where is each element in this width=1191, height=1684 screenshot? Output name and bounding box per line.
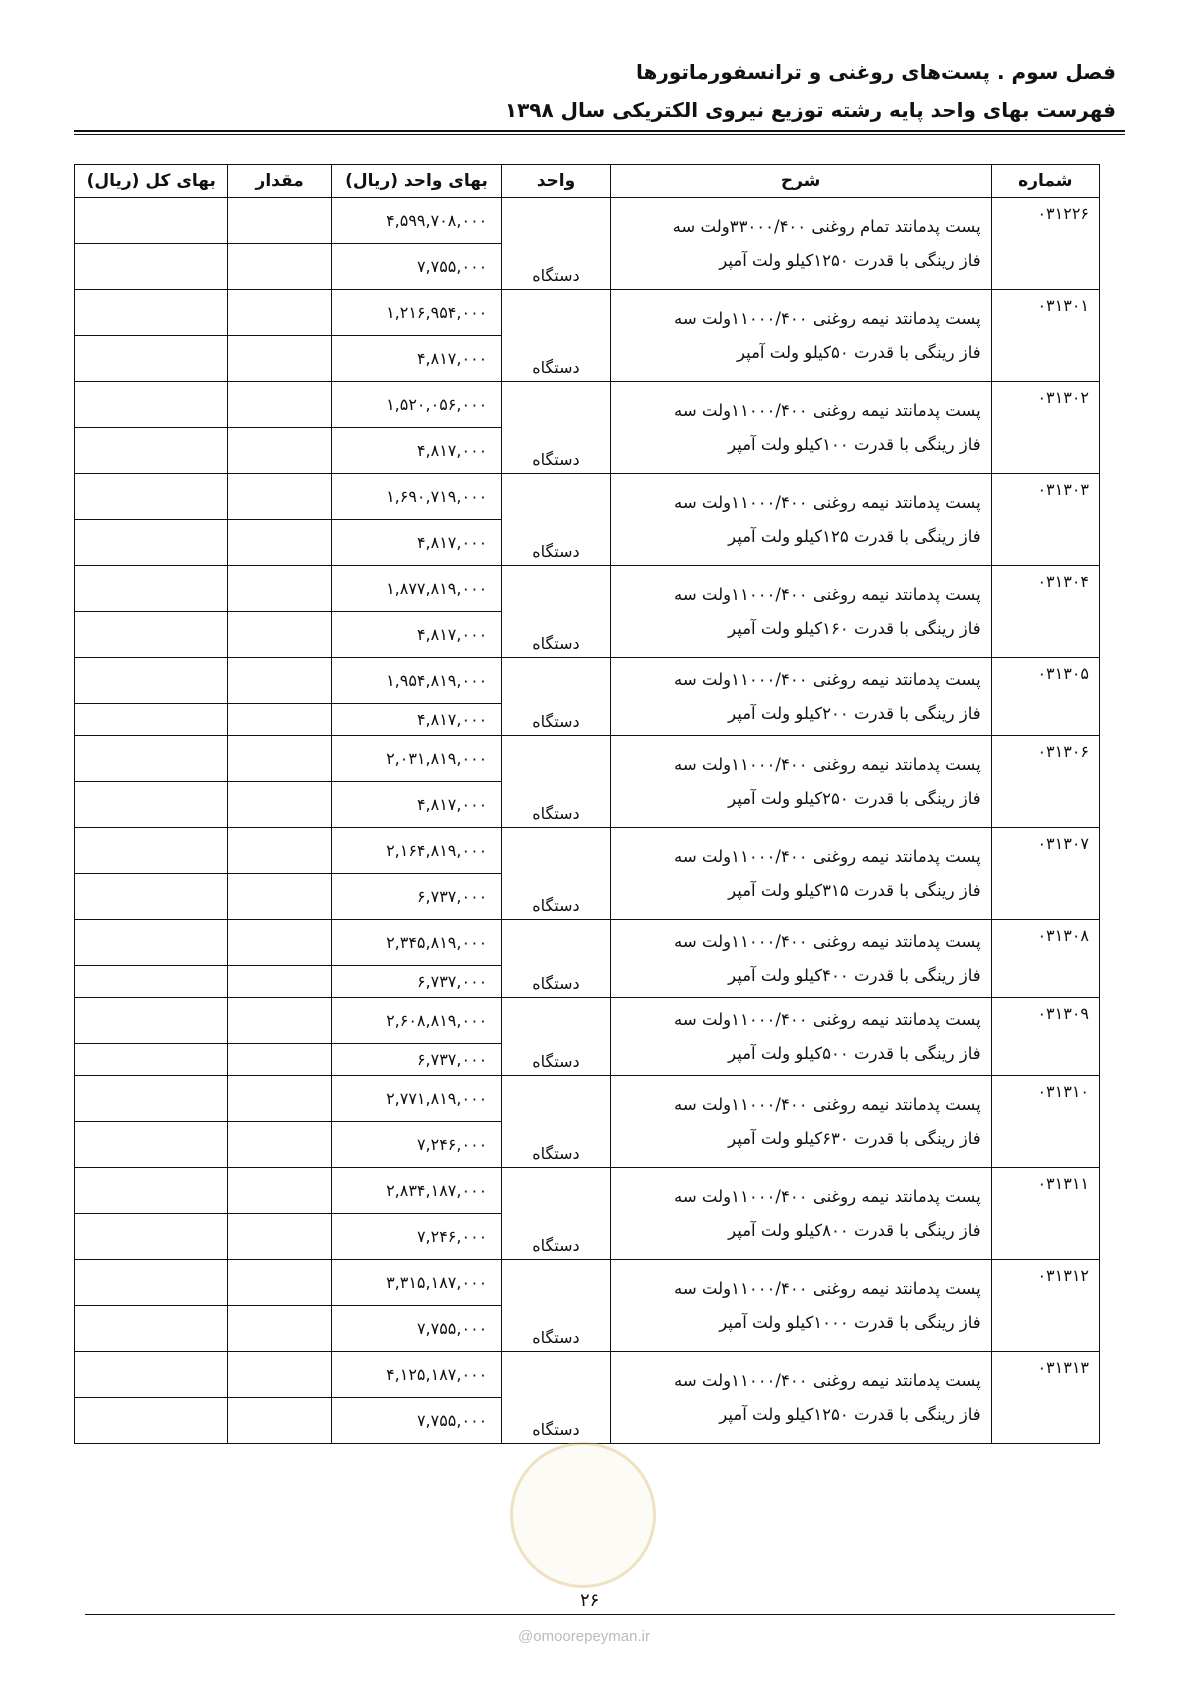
unit-price-installation: ۷,۷۵۵,۰۰۰ [331,1306,501,1352]
unit-price-installation: ۷,۷۵۵,۰۰۰ [331,244,501,290]
item-unit: دستگاه [502,1168,610,1260]
quantity-cell [228,782,331,828]
item-description-line-2: فاز رینگی با قدرت ۵۰کیلو ولت آمپر [737,342,981,362]
table-row [75,1352,1100,1398]
item-unit: دستگاه [502,566,610,658]
total-price-cell [75,1398,228,1444]
unit-price-installation: ۴,۸۱۷,۰۰۰ [331,520,501,566]
unit-price-equipment: ۲,۱۶۴,۸۱۹,۰۰۰ [331,828,501,874]
item-description-line-2: فاز رینگی با قدرت ۸۰۰کیلو ولت آمپر [728,1220,981,1240]
item-unit: دستگاه [502,382,610,474]
item-description [610,382,991,474]
item-code: ۰۳۱۲۲۶ [991,198,1099,290]
item-description [610,1076,991,1168]
quantity-cell [228,1306,331,1352]
total-price-cell [75,612,228,658]
item-description-line-1: پست پدمانتد نیمه روغنی ۱۱۰۰۰/۴۰۰ولت سه [673,1278,981,1298]
quantity-cell [228,998,331,1044]
quantity-cell [228,1122,331,1168]
unit-price-installation: ۴,۸۱۷,۰۰۰ [331,428,501,474]
item-code: ۰۳۱۳۰۴ [991,566,1099,658]
unit-price-installation: ۶,۷۳۷,۰۰۰ [331,1044,501,1076]
item-description [610,1168,991,1260]
quantity-cell [228,566,331,612]
table-body [75,198,1100,1444]
item-description [610,920,991,998]
item-description-line-2: فاز رینگی با قدرت ۲۵۰کیلو ولت آمپر [728,788,981,808]
total-price-cell [75,1044,228,1076]
item-code: ۰۳۱۳۰۷ [991,828,1099,920]
chapter-title: فصل سوم . پست‌های روغنی و ترانسفورماتورها [635,60,1116,84]
item-description-line-1: پست پدمانتد نیمه روغنی ۱۱۰۰۰/۴۰۰ولت سه [673,846,981,866]
watermark-seal [510,1442,656,1588]
item-description-line-2: فاز رینگی با قدرت ۱۶۰کیلو ولت آمپر [728,618,981,638]
total-price-cell [75,474,228,520]
unit-price-equipment: ۳,۳۱۵,۱۸۷,۰۰۰ [331,1260,501,1306]
unit-price-installation: ۴,۸۱۷,۰۰۰ [331,704,501,736]
item-code: ۰۳۱۳۱۰ [991,1076,1099,1168]
total-price-cell [75,1352,228,1398]
item-description-line-2: فاز رینگی با قدرت ۳۱۵کیلو ولت آمپر [728,880,981,900]
unit-price-installation: ۷,۲۴۶,۰۰۰ [331,1122,501,1168]
total-price-cell [75,874,228,920]
total-price-cell [75,382,228,428]
item-description [610,474,991,566]
header-rule-thin [74,134,1125,135]
header-rule [74,130,1125,132]
unit-price-equipment: ۲,۳۴۵,۸۱۹,۰۰۰ [331,920,501,966]
total-price-cell [75,520,228,566]
quantity-cell [228,474,331,520]
watermark-site: @omoorepeyman.ir [518,1628,650,1645]
total-price-cell [75,244,228,290]
total-price-cell [75,704,228,736]
item-unit: دستگاه [502,1076,610,1168]
item-description-line-1: پست پدمانتد نیمه روغنی ۱۱۰۰۰/۴۰۰ولت سه [673,1186,981,1206]
item-description [610,998,991,1076]
quantity-cell [228,612,331,658]
item-unit: دستگاه [502,1260,610,1352]
quantity-cell [228,1076,331,1122]
unit-price-equipment: ۱,۹۵۴,۸۱۹,۰۰۰ [331,658,501,704]
item-unit: دستگاه [502,1352,610,1444]
col-header-total-price: بهای کل (ریال) [75,165,228,198]
price-table [74,164,1100,1444]
item-description-line-2: فاز رینگی با قدرت ۲۰۰کیلو ولت آمپر [728,703,981,723]
item-unit: دستگاه [502,828,610,920]
item-description-line-1: پست پدمانتد نیمه روغنی ۱۱۰۰۰/۴۰۰ولت سه [673,1009,981,1029]
item-code: ۰۳۱۳۱۳ [991,1352,1099,1444]
unit-price-installation: ۴,۸۱۷,۰۰۰ [331,336,501,382]
item-description-line-1: پست پدمانتد نیمه روغنی ۱۱۰۰۰/۴۰۰ولت سه [673,492,981,512]
item-description-line-1: پست پدمانتد نیمه روغنی ۱۱۰۰۰/۴۰۰ولت سه [673,1094,981,1114]
unit-price-installation: ۴,۸۱۷,۰۰۰ [331,782,501,828]
total-price-cell [75,428,228,474]
table-row [75,658,1100,704]
item-description-line-1: پست پدمانتد نیمه روغنی ۱۱۰۰۰/۴۰۰ولت سه [673,754,981,774]
total-price-cell [75,998,228,1044]
total-price-cell [75,966,228,998]
quantity-cell [228,198,331,244]
item-description-line-2: فاز رینگی با قدرت ۱۰۰۰کیلو ولت آمپر [719,1312,981,1332]
unit-price-equipment: ۱,۸۷۷,۸۱۹,۰۰۰ [331,566,501,612]
unit-price-equipment: ۱,۵۲۰,۰۵۶,۰۰۰ [331,382,501,428]
table-row [75,736,1100,782]
item-code: ۰۳۱۳۰۵ [991,658,1099,736]
item-unit: دستگاه [502,998,610,1076]
unit-price-equipment: ۴,۵۹۹,۷۰۸,۰۰۰ [331,198,501,244]
unit-price-installation: ۶,۷۳۷,۰۰۰ [331,874,501,920]
item-unit: دستگاه [502,658,610,736]
item-description [610,658,991,736]
total-price-cell [75,1076,228,1122]
quantity-cell [228,1214,331,1260]
total-price-cell [75,920,228,966]
unit-price-installation: ۷,۲۴۶,۰۰۰ [331,1214,501,1260]
item-unit: دستگاه [502,290,610,382]
item-code: ۰۳۱۳۰۹ [991,998,1099,1076]
item-unit: دستگاه [502,736,610,828]
table-row [75,566,1100,612]
total-price-cell [75,1214,228,1260]
col-header-quantity: مقدار [228,165,331,198]
table-row [75,290,1100,336]
table-row [75,382,1100,428]
quantity-cell [228,1398,331,1444]
table-row [75,828,1100,874]
item-description-line-2: فاز رینگی با قدرت ۵۰۰کیلو ولت آمپر [728,1043,981,1063]
item-description-line-1: پست پدمانتد نیمه روغنی ۱۱۰۰۰/۴۰۰ولت سه [673,308,981,328]
quantity-cell [228,658,331,704]
table-row [75,1076,1100,1122]
quantity-cell [228,244,331,290]
page-number: ۲۶ [580,1590,600,1611]
quantity-cell [228,1352,331,1398]
total-price-cell [75,336,228,382]
quantity-cell [228,336,331,382]
item-unit: دستگاه [502,920,610,998]
item-code: ۰۳۱۳۰۱ [991,290,1099,382]
item-code: ۰۳۱۳۰۶ [991,736,1099,828]
item-code: ۰۳۱۳۰۸ [991,920,1099,998]
item-description-line-1: پست پدمانتد نیمه روغنی ۱۱۰۰۰/۴۰۰ولت سه [673,931,981,951]
col-header-unit: واحد [502,165,610,198]
unit-price-equipment: ۴,۱۲۵,۱۸۷,۰۰۰ [331,1352,501,1398]
quantity-cell [228,920,331,966]
item-unit: دستگاه [502,198,610,290]
total-price-cell [75,1260,228,1306]
quantity-cell [228,966,331,998]
item-description-line-2: فاز رینگی با قدرت ۱۲۵۰کیلو ولت آمپر [719,250,981,270]
quantity-cell [228,736,331,782]
quantity-cell [228,704,331,736]
item-description-line-1: پست پدمانتد تمام روغنی ۳۳۰۰۰/۴۰۰ولت سه [672,216,981,236]
table-row [75,474,1100,520]
table-row [75,1168,1100,1214]
item-code: ۰۳۱۳۰۳ [991,474,1099,566]
item-description [610,736,991,828]
quantity-cell [228,382,331,428]
item-description [610,566,991,658]
quantity-cell [228,1044,331,1076]
unit-price-equipment: ۲,۸۳۴,۱۸۷,۰۰۰ [331,1168,501,1214]
footer-rule [85,1614,1115,1615]
total-price-cell [75,198,228,244]
item-code: ۰۳۱۳۰۲ [991,382,1099,474]
quantity-cell [228,874,331,920]
table-row [75,998,1100,1044]
quantity-cell [228,520,331,566]
unit-price-installation: ۶,۷۳۷,۰۰۰ [331,966,501,998]
quantity-cell [228,290,331,336]
item-description [610,1260,991,1352]
quantity-cell [228,428,331,474]
unit-price-equipment: ۱,۲۱۶,۹۵۴,۰۰۰ [331,290,501,336]
col-header-code: شماره [991,165,1099,198]
table-row [75,1260,1100,1306]
col-header-description: شرح [610,165,991,198]
unit-price-equipment: ۱,۶۹۰,۷۱۹,۰۰۰ [331,474,501,520]
total-price-cell [75,1306,228,1352]
item-description [610,828,991,920]
quantity-cell [228,1260,331,1306]
unit-price-equipment: ۲,۶۰۸,۸۱۹,۰۰۰ [331,998,501,1044]
unit-price-equipment: ۲,۷۷۱,۸۱۹,۰۰۰ [331,1076,501,1122]
total-price-cell [75,1168,228,1214]
total-price-cell [75,782,228,828]
item-description-line-1: پست پدمانتد نیمه روغنی ۱۱۰۰۰/۴۰۰ولت سه [673,669,981,689]
quantity-cell [228,1168,331,1214]
item-description-line-2: فاز رینگی با قدرت ۱۲۵کیلو ولت آمپر [728,526,981,546]
item-code: ۰۳۱۳۱۱ [991,1168,1099,1260]
col-header-unit-price: بهای واحد (ریال) [331,165,501,198]
unit-price-equipment: ۲,۰۳۱,۸۱۹,۰۰۰ [331,736,501,782]
table-row [75,198,1100,244]
item-description-line-1: پست پدمانتد نیمه روغنی ۱۱۰۰۰/۴۰۰ولت سه [673,584,981,604]
item-code: ۰۳۱۳۱۲ [991,1260,1099,1352]
total-price-cell [75,658,228,704]
total-price-cell [75,828,228,874]
item-description [610,1352,991,1444]
item-description-line-1: پست پدمانتد نیمه روغنی ۱۱۰۰۰/۴۰۰ولت سه [673,1370,981,1390]
total-price-cell [75,736,228,782]
item-description-line-1: پست پدمانتد نیمه روغنی ۱۱۰۰۰/۴۰۰ولت سه [673,400,981,420]
item-description-line-2: فاز رینگی با قدرت ۱۰۰کیلو ولت آمپر [728,434,981,454]
total-price-cell [75,566,228,612]
total-price-cell [75,1122,228,1168]
item-description [610,290,991,382]
quantity-cell [228,828,331,874]
item-description-line-2: فاز رینگی با قدرت ۱۲۵۰کیلو ولت آمپر [719,1404,981,1424]
item-description-line-2: فاز رینگی با قدرت ۶۳۰کیلو ولت آمپر [728,1128,981,1148]
item-description [610,198,991,290]
total-price-cell [75,290,228,336]
unit-price-installation: ۷,۷۵۵,۰۰۰ [331,1398,501,1444]
unit-price-installation: ۴,۸۱۷,۰۰۰ [331,612,501,658]
price-list-title: فهرست بهای واحد پایه رشته توزیع نیروی الکتریکی سال ۱۳۹۸ [504,98,1116,122]
table-header-row [75,165,1100,198]
item-description-line-2: فاز رینگی با قدرت ۴۰۰کیلو ولت آمپر [728,965,981,985]
table-row [75,920,1100,966]
item-unit: دستگاه [502,474,610,566]
